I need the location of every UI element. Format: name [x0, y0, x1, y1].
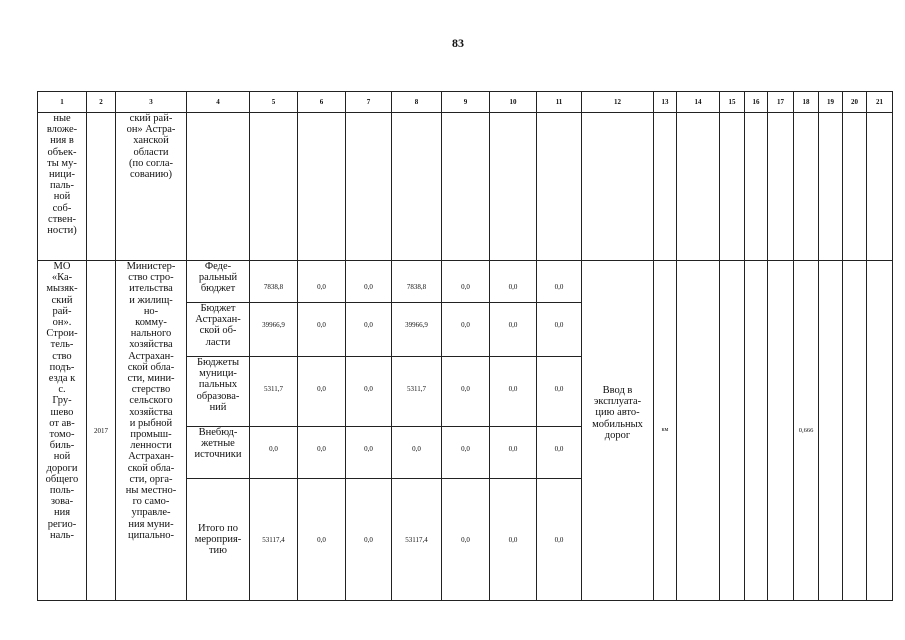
header-row [38, 92, 893, 113]
value-cell: 7838,8 [406, 283, 427, 291]
value-cell: 5311,7 [407, 385, 426, 393]
col-header: 8 [392, 92, 442, 113]
cont-executor-cell [116, 113, 187, 261]
value-cell: 0,0 [554, 445, 564, 453]
source-name: Итого по мероприя- тию [194, 522, 242, 557]
project-name-cell [38, 261, 87, 601]
value-cell: 7838,8 [263, 283, 284, 291]
col-header: 2 [87, 92, 116, 113]
result-cell [582, 261, 654, 601]
col18-cell [794, 261, 819, 601]
page-number: 83 [452, 36, 464, 50]
value-cell: 0,0 [461, 445, 470, 453]
value-cell: 0,0 [508, 535, 518, 544]
col-header: 1 [38, 92, 87, 113]
col-header: 16 [745, 92, 768, 113]
source-cell [187, 303, 250, 357]
unit-cell [654, 261, 677, 601]
source-name: Внебюд- жетные источники [194, 427, 242, 461]
value-cell: 0,0 [317, 445, 326, 453]
project-name: МО «Ка- мызяк- ский рай- он». Строи- тель- ство подъ- езда к с. Гру- шево от ав- томо- биль- ной дороги общего поль- зова- ния регио- наль- [45, 261, 79, 541]
source-cell [187, 357, 250, 427]
value-cell: 39966,9 [262, 321, 285, 329]
continuation-row [38, 113, 893, 261]
source-cell [187, 261, 250, 303]
col-header: 19 [819, 92, 843, 113]
value-cell: 0,0 [554, 321, 564, 329]
source-name: Феде- ральный бюджет [198, 261, 238, 295]
year-cell [87, 261, 116, 601]
value-cell: 0,0 [317, 321, 326, 329]
col-header: 3 [116, 92, 187, 113]
value-cell: 0,0 [364, 321, 373, 329]
col-header: 12 [582, 92, 654, 113]
value-cell: 0,0 [364, 385, 373, 393]
value-cell: 53117,4 [405, 535, 428, 544]
col-header: 11 [537, 92, 582, 113]
value-cell: 0,0 [508, 385, 518, 393]
col-header: 17 [768, 92, 794, 113]
executor-text: Министер- ство стро- ительства и жилищ- но- комму- нального хозяйства Астрахан- ской обла- сти, мини- стерство сельского хозяйства и рыбной промыш- ленности Астрахан- ской обла- сти, орга- ны местно- го само- управле- ния муни- ципально- [125, 261, 177, 541]
unit-value: км [661, 427, 669, 433]
table-row [38, 261, 893, 303]
value-cell: 0,0 [554, 385, 564, 393]
source-cell [187, 427, 250, 479]
source-name: Бюджеты муници- пальных образова- ний [196, 357, 240, 413]
value-cell: 0,0 [508, 321, 518, 329]
value-cell: 0,0 [508, 445, 518, 453]
cont-name-text: ные вложе- ния в объек- ты му- ници- паль- ной соб- ствен- ности) [46, 113, 78, 237]
value-cell: 0,0 [508, 283, 518, 291]
cont-name-cell [38, 113, 87, 261]
value-cell: 39966,9 [405, 321, 428, 329]
program-table [37, 91, 893, 601]
col18-value: 0,666 [798, 427, 814, 434]
value-cell: 0,0 [461, 385, 470, 393]
value-cell: 0,0 [461, 283, 470, 291]
executor-cell [116, 261, 187, 601]
col-header: 5 [250, 92, 298, 113]
col-header: 9 [442, 92, 490, 113]
col-header: 13 [654, 92, 677, 113]
value-cell: 0,0 [364, 283, 373, 291]
value-cell: 0,0 [364, 445, 373, 453]
value-cell: 5311,7 [264, 385, 283, 393]
col-header: 10 [490, 92, 537, 113]
col-header: 21 [867, 92, 893, 113]
year-value: 2017 [94, 427, 108, 435]
value-cell: 0,0 [461, 535, 470, 544]
result-text: Ввод в эксплуата- цию авто- мобильных дорог [592, 385, 643, 441]
col-header: 18 [794, 92, 819, 113]
value-cell: 0,0 [269, 445, 278, 453]
value-cell: 0,0 [364, 535, 373, 544]
value-cell: 0,0 [317, 283, 326, 291]
value-cell: 0,0 [317, 535, 326, 544]
source-cell [187, 479, 250, 601]
value-cell: 53117,4 [262, 535, 285, 544]
value-cell: 0,0 [317, 385, 326, 393]
col-header: 20 [843, 92, 867, 113]
col-header: 15 [720, 92, 745, 113]
value-cell: 0,0 [412, 445, 421, 453]
cont-executor-text: ский рай- он» Астра- ханской области (по согла- сованию) [126, 113, 176, 181]
value-cell: 0,0 [554, 535, 564, 544]
col-header: 4 [187, 92, 250, 113]
col-header: 6 [298, 92, 346, 113]
value-cell: 0,0 [554, 283, 564, 291]
col-header: 14 [677, 92, 720, 113]
value-cell: 0,0 [461, 321, 470, 329]
source-name: Бюджет Астрахан- ской об- ласти [195, 303, 241, 348]
col-header: 7 [346, 92, 392, 113]
